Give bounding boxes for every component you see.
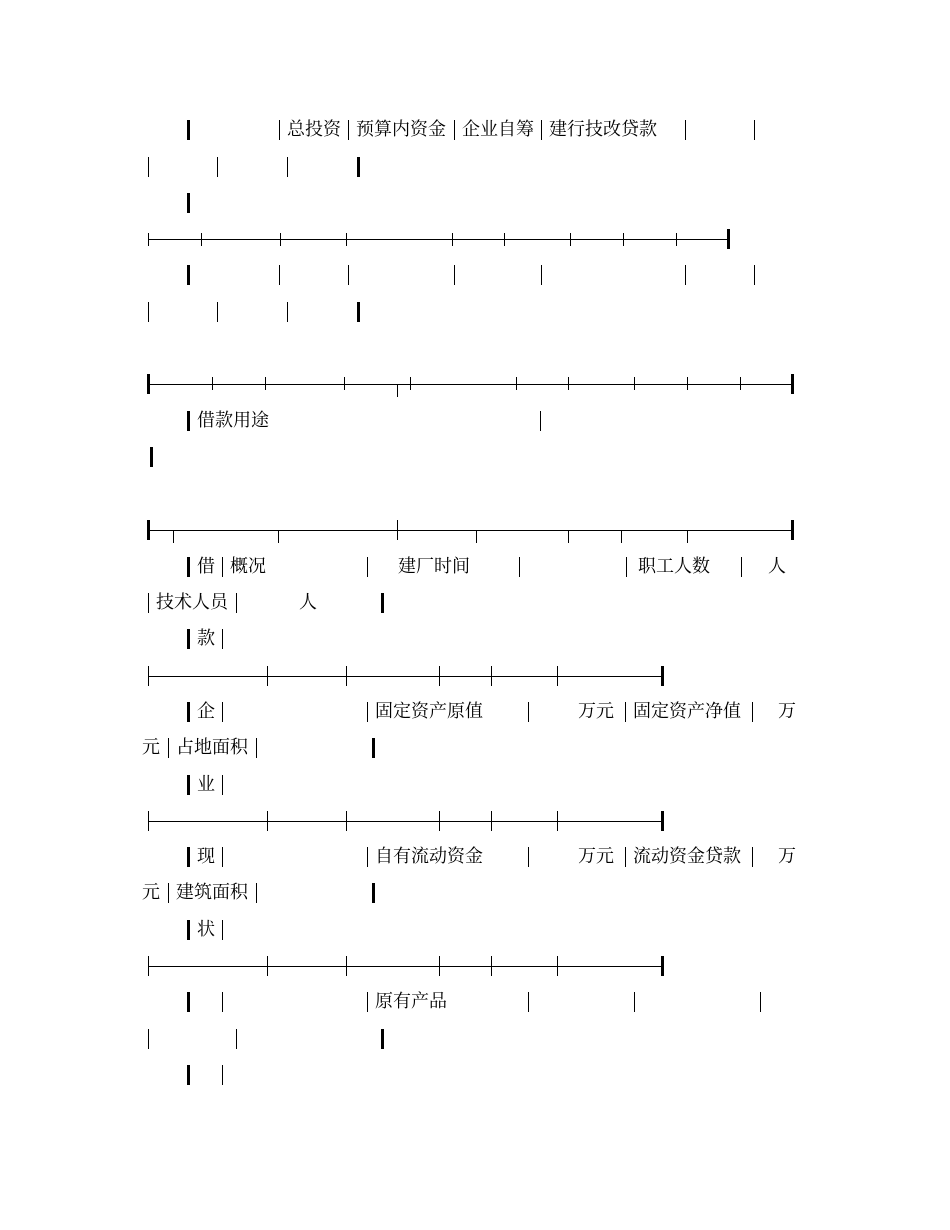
rule-tick: [634, 377, 635, 390]
table-border: [357, 157, 360, 177]
table-border: [367, 992, 368, 1012]
table-border: [287, 302, 288, 322]
rule-tick: [267, 956, 268, 976]
rule-tick: [439, 811, 440, 831]
table-border: [625, 847, 626, 867]
rule-tick: [568, 377, 569, 390]
rule-tick: [148, 666, 149, 686]
table-border: [528, 702, 529, 722]
table-border: [348, 120, 349, 140]
table-border: [148, 1029, 149, 1049]
side-char: 款: [197, 628, 215, 649]
original-products-label: 原有产品: [375, 991, 447, 1012]
table-rule: [148, 384, 793, 385]
person-unit: 人: [299, 592, 317, 613]
table-rule: [148, 239, 728, 240]
rule-tick: [740, 377, 741, 390]
rule-tick: [661, 666, 664, 686]
table-border: [222, 557, 223, 577]
budget-funds-label: 预算内资金: [356, 119, 446, 140]
table-rule: [148, 676, 663, 677]
table-border: [148, 302, 149, 322]
table-border: [741, 557, 742, 577]
rule-tick: [791, 520, 794, 540]
table-border: [222, 1065, 223, 1085]
rule-tick: [397, 520, 398, 540]
rule-tick: [397, 384, 398, 397]
wan-yuan-unit: 万元: [578, 701, 614, 722]
wan-unit: 万: [778, 701, 796, 722]
table-border: [357, 302, 360, 322]
table-border: [148, 593, 149, 613]
table-border: [222, 992, 223, 1012]
wan-yuan-unit: 万元: [578, 846, 614, 867]
rule-tick: [173, 530, 174, 543]
table-border: [625, 702, 626, 722]
rule-tick: [212, 377, 213, 390]
table-border: [454, 120, 455, 140]
rule-tick: [201, 233, 202, 246]
table-border: [148, 157, 149, 177]
table-border: [168, 738, 169, 758]
table-rule: [148, 821, 663, 822]
side-char: 状: [197, 919, 215, 940]
table-border: [187, 193, 190, 213]
working-capital-loan-label: 流动资金贷款: [633, 846, 741, 867]
rule-tick: [476, 530, 477, 543]
rule-tick: [491, 956, 492, 976]
table-border: [217, 157, 218, 177]
side-char: 现: [197, 846, 215, 867]
table-border: [187, 629, 190, 649]
table-border: [685, 265, 686, 285]
side-char: 业: [197, 774, 215, 795]
rule-tick: [727, 229, 730, 249]
table-border: [528, 992, 529, 1012]
table-border: [754, 120, 755, 140]
rule-tick: [267, 666, 268, 686]
rule-tick: [346, 233, 347, 246]
own-working-capital-label: 自有流动资金: [375, 846, 483, 867]
rule-tick: [516, 377, 517, 390]
table-border: [519, 557, 520, 577]
table-border: [187, 992, 190, 1012]
rule-tick: [491, 666, 492, 686]
side-char: 借: [197, 556, 215, 577]
table-border: [626, 557, 627, 577]
table-border: [217, 302, 218, 322]
rule-tick: [676, 233, 677, 246]
tech-staff-label: 技术人员: [156, 592, 228, 613]
rule-tick: [439, 956, 440, 976]
table-border: [222, 629, 223, 649]
rule-tick: [410, 377, 411, 390]
rule-tick: [661, 956, 664, 976]
table-rule: [148, 966, 663, 967]
table-border: [187, 702, 190, 722]
table-border: [752, 702, 753, 722]
table-border: [541, 265, 542, 285]
rule-tick: [265, 377, 266, 390]
rule-tick: [147, 374, 150, 394]
building-area-label: 建筑面积: [176, 882, 248, 903]
rule-tick: [791, 374, 794, 394]
yuan-unit: 元: [142, 882, 160, 903]
table-border: [754, 265, 755, 285]
staff-count-label: 职工人数: [638, 556, 710, 577]
table-border: [256, 883, 257, 903]
table-border: [236, 1029, 237, 1049]
yuan-unit: 元: [142, 737, 160, 758]
table-border: [367, 702, 368, 722]
table-border: [541, 120, 542, 140]
table-border: [760, 992, 761, 1012]
rule-tick: [346, 811, 347, 831]
rule-tick: [148, 811, 149, 831]
rule-tick: [623, 233, 624, 246]
rule-tick: [267, 811, 268, 831]
rule-tick: [147, 520, 150, 540]
table-border: [187, 847, 190, 867]
rule-tick: [280, 233, 281, 246]
rule-tick: [557, 956, 558, 976]
table-border: [634, 992, 635, 1012]
side-char: 企: [197, 701, 215, 722]
rule-tick: [568, 530, 569, 543]
table-border: [540, 411, 541, 431]
table-border: [222, 920, 223, 940]
table-border: [187, 775, 190, 795]
fixed-asset-original-label: 固定资产原值: [375, 701, 483, 722]
table-border: [279, 120, 280, 140]
table-border: [187, 411, 190, 431]
table-border: [187, 265, 190, 285]
table-border: [187, 557, 190, 577]
rule-tick: [687, 530, 688, 543]
table-border: [287, 157, 288, 177]
table-border: [168, 883, 169, 903]
overview-label: 概况: [230, 556, 266, 577]
rule-tick: [557, 811, 558, 831]
rule-tick: [346, 956, 347, 976]
rule-tick: [344, 377, 345, 390]
table-rule: [148, 530, 793, 531]
rule-tick: [346, 666, 347, 686]
table-border: [372, 883, 375, 903]
table-border: [367, 557, 368, 577]
rule-tick: [557, 666, 558, 686]
table-border: [187, 120, 190, 140]
ccb-loan-label: 建行技改贷款: [549, 119, 657, 140]
table-border: [222, 847, 223, 867]
fixed-asset-net-label: 固定资产净值: [633, 701, 741, 722]
table-border: [150, 447, 153, 467]
rule-tick: [439, 666, 440, 686]
self-raised-label: 企业自筹: [462, 119, 534, 140]
table-border: [381, 1029, 384, 1049]
rule-tick: [570, 233, 571, 246]
loan-purpose-label: 借款用途: [197, 410, 269, 431]
rule-tick: [491, 811, 492, 831]
rule-tick: [148, 233, 149, 246]
table-border: [752, 847, 753, 867]
table-border: [222, 702, 223, 722]
table-border: [348, 265, 349, 285]
rule-tick: [621, 530, 622, 543]
table-border: [528, 847, 529, 867]
person-unit: 人: [768, 556, 786, 577]
rule-tick: [148, 956, 149, 976]
table-border: [367, 847, 368, 867]
total-investment-label: 总投资: [287, 119, 341, 140]
table-border: [454, 265, 455, 285]
table-border: [685, 120, 686, 140]
rule-tick: [661, 811, 664, 831]
rule-tick: [687, 377, 688, 390]
wan-unit: 万: [778, 846, 796, 867]
rule-tick: [504, 233, 505, 246]
table-border: [381, 593, 384, 613]
table-border: [256, 738, 257, 758]
table-border: [372, 738, 375, 758]
table-border: [187, 920, 190, 940]
rule-tick: [278, 530, 279, 543]
land-area-label: 占地面积: [176, 737, 248, 758]
table-border: [222, 775, 223, 795]
founding-time-label: 建厂时间: [398, 556, 470, 577]
table-border: [236, 593, 237, 613]
table-border: [187, 1065, 190, 1085]
table-border: [279, 265, 280, 285]
rule-tick: [452, 233, 453, 246]
